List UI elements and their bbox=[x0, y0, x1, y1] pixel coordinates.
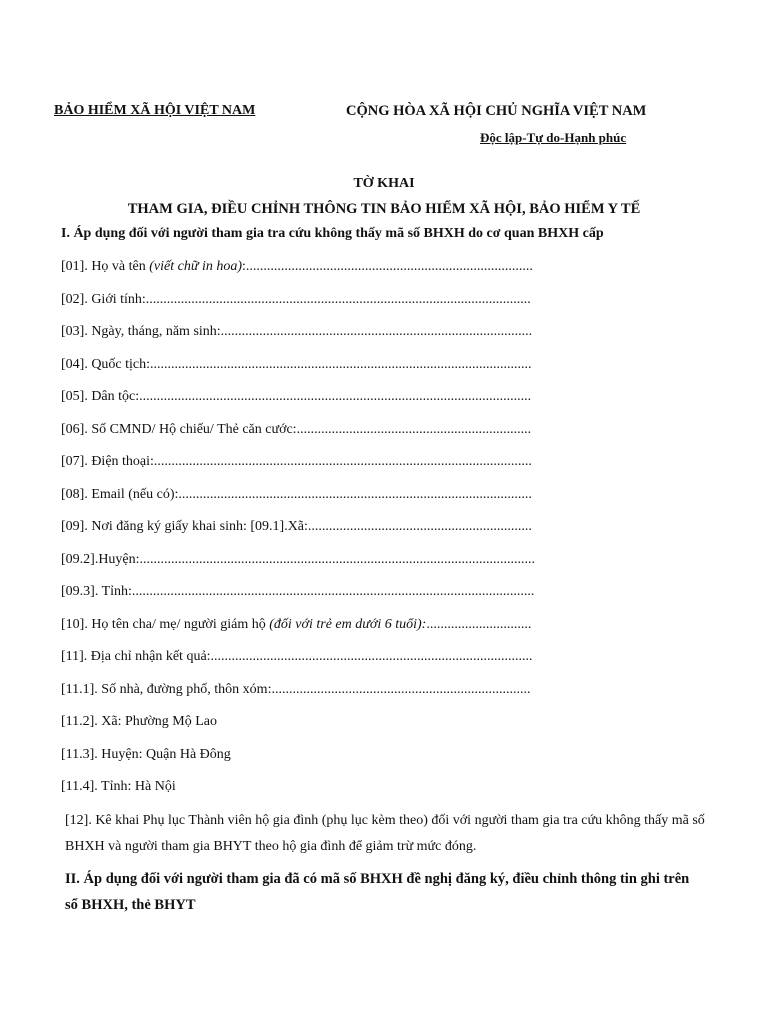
field-dots: .............................. bbox=[426, 617, 532, 632]
national-title: CỘNG HÒA XÃ HỘI CHỦ NGHĨA VIỆT NAM bbox=[346, 103, 647, 119]
field-phone[interactable] bbox=[61, 453, 532, 471]
field-result-address[interactable] bbox=[61, 648, 533, 666]
field-label: [01]. Họ và tên bbox=[61, 259, 150, 274]
field-note: (đối với trẻ em dưới 6 tuổi): bbox=[269, 617, 427, 632]
field-label: [09.3]. Tỉnh:................................................................................................................... bbox=[61, 584, 535, 599]
field-label: [11.4]. Tỉnh: Hà Nội bbox=[61, 779, 176, 794]
field-birth-province[interactable] bbox=[61, 583, 534, 601]
field-guardian-name[interactable] bbox=[61, 616, 531, 634]
field-label: [11.3]. Huyện: Quận Hà Đông bbox=[61, 747, 231, 762]
field-label: [06]. Số CMND/ Hộ chiếu/ Thẻ căn cước:................................................................... bbox=[61, 422, 532, 437]
field-gender[interactable] bbox=[61, 291, 531, 309]
field-label: [11]. Địa chỉ nhận kết quả:............................................................................................ bbox=[61, 649, 533, 664]
field-note: (viết chữ in hoa) bbox=[149, 259, 243, 274]
field-label: [11.1]. Số nhà, đường phố, thôn xóm:.......................................................................... bbox=[61, 682, 531, 697]
field-label: [10]. Họ tên cha/ mẹ/ người giám hộ bbox=[61, 617, 270, 632]
field-id-number[interactable] bbox=[61, 421, 531, 439]
section-1-heading: I. Áp dụng đối với người tham gia tra cứu không thấy mã số BHXH do cơ quan BHXH cấp bbox=[61, 226, 604, 241]
field-address-province[interactable] bbox=[61, 778, 176, 796]
field-address-district[interactable] bbox=[61, 746, 231, 764]
field-label: [05]. Dân tộc:................................................................................................................ bbox=[61, 389, 532, 404]
field-label: [04]. Quốc tịch:............................................................................................................. bbox=[61, 357, 532, 372]
field-label: [11.2]. Xã: Phường Mộ Lao bbox=[61, 714, 218, 729]
field-birth-commune[interactable] bbox=[61, 518, 532, 536]
issuing-organization: BẢO HIỂM XÃ HỘI VIỆT NAM bbox=[54, 103, 256, 118]
field-label: [09.2].Huyện:................................................................................................................. bbox=[61, 552, 536, 567]
field-dots: :.................................................................................. bbox=[242, 259, 533, 274]
national-motto: Độc lập-Tự do-Hạnh phúc bbox=[480, 130, 627, 145]
field-ethnicity[interactable] bbox=[61, 388, 531, 406]
field-label: [07]. Điện thoại:............................................................................................................ bbox=[61, 454, 532, 469]
field-label: [08]. Email (nếu có):..................................................................................................... bbox=[61, 487, 532, 502]
field-nationality[interactable] bbox=[61, 356, 532, 374]
form-subtitle: THAM GIA, ĐIỀU CHỈNH THÔNG TIN BẢO HIỂM XÃ HỘI, BẢO HIỂM Y TẾ bbox=[127, 201, 641, 217]
field-label: [03]. Ngày, tháng, năm sinh:......................................................................................... bbox=[61, 324, 533, 339]
field-date-of-birth[interactable] bbox=[61, 323, 532, 341]
field-address-commune[interactable] bbox=[61, 713, 217, 731]
field-full-name[interactable] bbox=[61, 258, 533, 276]
form-title: TỜ KHAI bbox=[353, 176, 415, 191]
field-label: [09]. Nơi đăng ký giấy khai sinh: [09.1].Xã:................................................................ bbox=[61, 519, 532, 534]
field-birth-district[interactable] bbox=[61, 551, 535, 569]
field-email[interactable] bbox=[61, 486, 532, 504]
field-street-address[interactable] bbox=[61, 681, 530, 699]
section-2-heading: II. Áp dụng đối với người tham gia đã có mã số BHXH đề nghị đăng ký, điều chỉnh thông tin ghi trên sổ BHXH, thẻ BHYT bbox=[65, 871, 690, 913]
field-label: [02]. Giới tính:.............................................................................................................. bbox=[61, 292, 531, 307]
household-appendix-note: [12]. Kê khai Phụ lục Thành viên hộ gia đình (phụ lục kèm theo) đối với người tham gia tra cứu không thấy mã số BHXH và người tham gia BHYT theo hộ gia đình để giảm trừ mức đóng. bbox=[65, 813, 705, 854]
